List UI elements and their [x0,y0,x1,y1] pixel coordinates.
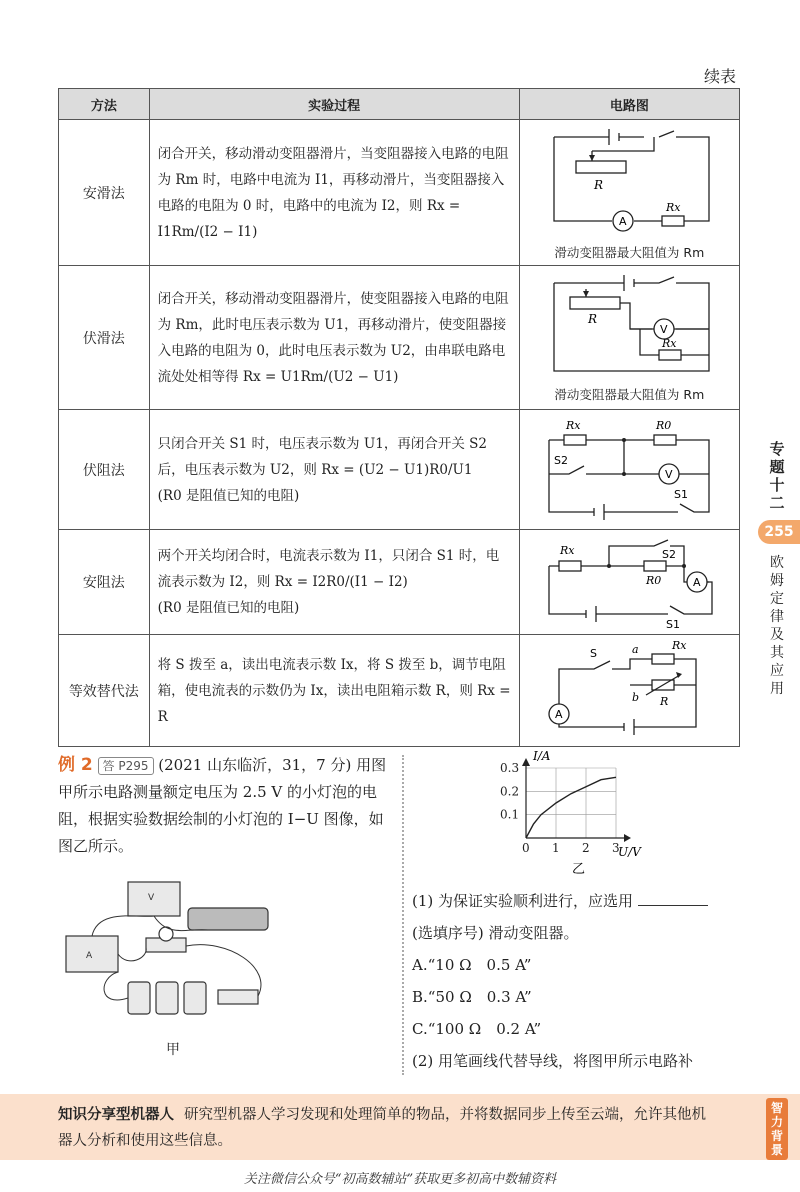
circuit-diagram [534,125,724,241]
label-s2: S2 [662,548,677,561]
method-table [58,88,740,747]
ammeter-icon: A [693,576,701,589]
example-questions [412,885,752,1077]
method-name: 安阻法 [59,530,150,635]
knowledge-banner [0,1094,800,1160]
process-text [149,410,519,530]
example-stem-text: 用图甲所示电路测量额定电压为 2.5 V 的小灯泡的电阻，根据实验数据绘制的小灯泡的 I−U 图像，如图乙所示。 [58,756,387,855]
ammeter-icon: A [619,214,627,228]
page-number: 255 [758,520,800,544]
side-tab [754,440,800,698]
circuit-diagram [534,414,724,526]
label-r: R [594,177,604,192]
method-name: 安滑法 [59,120,150,266]
iu-chart [476,748,676,878]
label-r0: R0 [646,574,662,587]
question-1-text: (1) 为保证实验顺利进行，应选用 [412,892,634,910]
option-c: C.“100 Ω 0.2 A” [412,1020,542,1038]
y-tick-label: 0.3 [500,761,520,775]
column-divider [402,755,404,1075]
figure-jia [58,878,388,1064]
circuit-caption: 滑动变阻器最大阻值为 Rm [554,386,705,402]
process-text [149,530,519,635]
x-tick-label: 3 [612,841,620,855]
label-a: a [632,642,639,656]
continued-label: 续表 [703,67,736,86]
option-a: A.“10 Ω 0.5 A” [412,956,532,974]
label-s1: S1 [666,618,681,631]
label-b: b [632,690,640,704]
header-process: 实验过程 [149,89,519,120]
y-tick-label: 0.1 [500,807,520,822]
ammeter-icon: A [555,707,563,721]
example-stem [58,752,388,1064]
process-text: 将 S 拨至 a，读出电流表示数 Ix，将 S 拨至 b，调节电阻箱，使电流表的示数仍为 Ix，读出电阻箱示数 R，则 Rx = R [149,635,519,747]
option-b: B.“50 Ω 0.3 A” [412,988,532,1006]
label-rx: Rx [560,544,575,557]
table-row [59,410,740,530]
table-row [59,266,740,410]
x-tick-label: 1 [552,841,560,855]
circuit-cell [519,410,739,530]
label-s: S [590,646,598,660]
label-r0: R0 [656,418,672,432]
circuit-cell [519,266,739,410]
example-source: (2021 山东临沂，31，7 分) [158,756,352,774]
process-text: 闭合开关，移动滑动变阻器滑片，当变阻器接入电路的电阻为 Rm 时，电路中电流为 I1，再移动滑片，当变阻器接入电路的电阻为 0 时，电路中的电流为 I2，则 Rx = I1Rm/(I2 − I1) [149,120,519,266]
circuit-cell [519,530,739,635]
side-tab-subtitle: 欧姆定律及其应用 [770,555,784,697]
circuit-diagram [534,273,724,383]
process-main: 两个开关均闭合时，电流表示数为 I1，只闭合 S1 时，电流表示数为 I2，则 Rx = I2R0/(I1 − I2) [157,548,500,590]
table-row [59,530,740,635]
banner-title: 知识分享型机器人 [58,1107,174,1123]
iu-curve [526,777,616,838]
footer-watermark: 关注微信公众号“初高数辅站”获取更多初高中数辅资料 [243,1172,557,1187]
iu-graph [476,748,676,882]
header-circuit: 电路图 [519,89,739,120]
x-tick-label: 0 [522,841,530,855]
table-row [59,635,740,747]
x-axis-label: U/V [618,845,641,859]
method-name: 等效替代法 [59,635,150,747]
label-rx: Rx [672,638,687,652]
answer-ref-badge[interactable]: 答 P295 [98,757,154,775]
process-note: (R0 是阻值已知的电阻) [157,600,300,616]
question-1-continued: (选填序号) 滑动变阻器。 [412,924,579,942]
circuit-caption: 滑动变阻器最大阻值为 Rm [554,244,705,260]
method-name: 伏滑法 [59,266,150,410]
apparatus-illustration [58,878,288,1028]
process-main: 只闭合开关 S1 时，电压表示数为 U1，再闭合开关 S2 后，电压表示数为 U2，则 Rx = (U2 − U1)R0/U1 [157,435,487,478]
answer-blank[interactable] [638,889,708,906]
voltmeter-icon: V [665,467,673,481]
banner-text: 研究型机器人学习发现和处理简单的物品，并将数据同步上传至云端，允许其他机器人分析和使用这些信息。 [58,1107,706,1149]
y-tick-label: 0.2 [500,784,520,799]
circuit-diagram [534,639,724,743]
table-row [59,120,740,266]
circuit-cell [519,635,739,747]
process-note: (R0 是阻值已知的电阻) [157,487,300,504]
label-r: R [660,694,669,708]
process-text: 闭合开关，移动滑动变阻器滑片，使变阻器接入电路的电阻为 Rm，此时电压表示数为 U1，再移动滑片，使变阻器接入电路的电阻为 0，此时电压表示数为 U2，由串联电路电流处处相等得 Rx = U1Rm/(U2 − U1) [149,266,519,410]
question-2: (2) 用笔画线代替导线，将图甲所示电路补 [412,1052,694,1070]
label-r: R [588,311,598,326]
circuit-cell [519,120,739,266]
ammeter-icon: A [86,951,93,961]
label-s2: S2 [554,453,569,467]
figure-caption-jia: 甲 [166,1042,180,1058]
example-label: 例 2 [58,755,93,775]
label-rx: Rx [666,200,681,214]
table-header-row [59,89,740,120]
label-rx: Rx [662,336,677,350]
banner-tag: 智力背景 [766,1098,788,1160]
banner-text-block [58,1102,718,1154]
question-1 [412,885,752,917]
label-s1: S1 [674,487,689,501]
voltmeter-icon: V [148,893,155,903]
figure-caption-yi: 乙 [572,862,586,877]
x-tick-label: 2 [582,841,590,855]
label-rx: Rx [566,418,581,432]
method-name: 伏阻法 [59,410,150,530]
y-axis-label: I/A [533,749,551,763]
header-method: 方法 [59,89,150,120]
voltmeter-icon: V [660,322,668,336]
circuit-diagram [534,532,724,632]
side-tab-topic: 专题十二 [769,440,785,512]
